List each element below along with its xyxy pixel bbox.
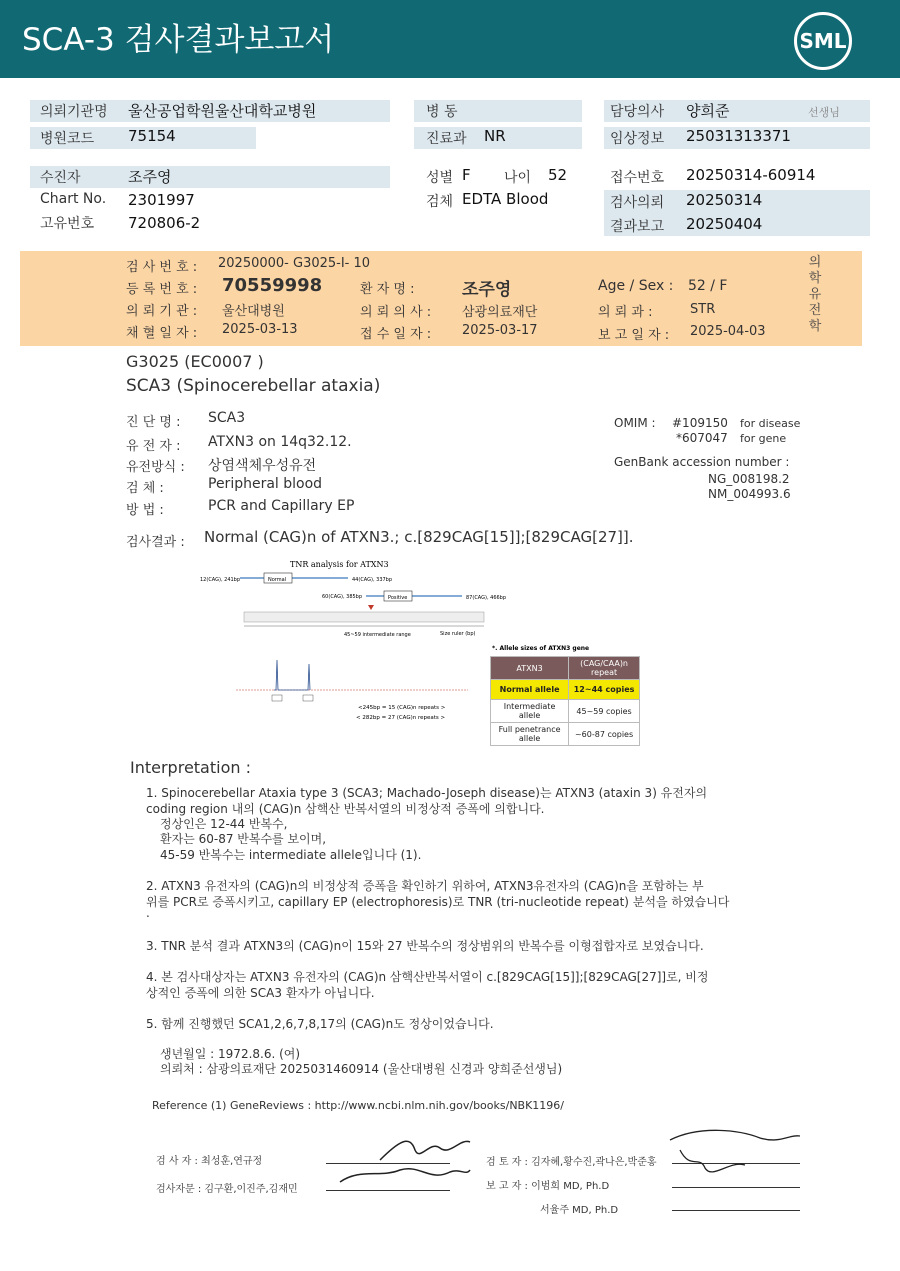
table-cell: Full penetrance allele — [491, 723, 569, 746]
receipt-no: 20250314-60914 — [686, 166, 816, 184]
unique-no-label: 고유번호 — [40, 216, 95, 232]
method: PCR and Capillary EP — [208, 498, 355, 514]
interpretation-title: Interpretation : — [130, 758, 251, 777]
interp-p4b: 상적인 증폭에 의한 SCA3 환자가 아닙니다. — [146, 986, 375, 1000]
org-label: 의 뢰 기 관 : — [126, 304, 198, 319]
receipt-no-label: 접수번호 — [610, 170, 665, 186]
normal-box-label: Normal — [268, 577, 287, 583]
report-title: SCA-3 검사결과보고서 — [22, 22, 335, 58]
reporter2: 서율주 MD, Ph.D — [540, 1205, 619, 1216]
table-cell: ~60-87 copies — [569, 723, 640, 746]
spec: Peripheral blood — [208, 476, 323, 492]
recipient-label: 수진자 — [40, 170, 81, 186]
interp-p1e: 45-59 반복수는 intermediate allele입니다 (1). — [160, 848, 422, 862]
hospital-code-label: 병원코드 — [40, 131, 95, 147]
interp-p2c: . — [146, 906, 150, 920]
report-header — [0, 0, 900, 78]
info-bar — [30, 166, 390, 188]
test-name: SCA3 (Spinocerebellar ataxia) — [126, 376, 381, 396]
omim-gene-for: for gene — [740, 432, 787, 445]
interp-p1d: 환자는 60-87 반복수를 보이며, — [160, 832, 327, 846]
collect-date: 2025-03-13 — [222, 322, 298, 337]
spec-label: 검 체 : — [126, 481, 164, 496]
normal-right-label: 44(CAG), 337bp — [352, 577, 393, 583]
diag: SCA3 — [208, 410, 246, 426]
omim-gene: *607047 — [676, 431, 728, 445]
dept: NR — [484, 127, 506, 145]
patient-label: 환 자 명 : — [360, 282, 415, 297]
receive-date: 2025-03-17 — [462, 323, 538, 338]
interp-p2b: 위를 PCR로 증폭시키고, capillary EP (electrophoresis)로 TNR (tri-nucleotide repeat) 분석을 하였습니다 — [146, 895, 730, 909]
ward-label: 병 동 — [426, 104, 458, 120]
gene: ATXN3 on 14q32.12. — [208, 434, 352, 450]
collect-label: 채 혈 일 자 : — [126, 326, 198, 341]
age: 52 — [548, 166, 568, 184]
clinical-info-label: 임상정보 — [610, 131, 665, 147]
agesex: 52 / F — [688, 278, 728, 294]
result: Normal (CAG)n of ATXN3.; c.[829CAG[15]];[829CAG[27]]. — [204, 528, 634, 546]
reviewer: 검 토 자 : 김자혜,황수진,곽나은,박준홍 — [486, 1157, 657, 1168]
signature-line — [672, 1210, 800, 1211]
receive-label: 접 수 일 자 : — [360, 327, 432, 342]
table-cell: 12~44 copies — [569, 680, 640, 700]
interp-p3: 3. TNR 분석 결과 ATXN3의 (CAG)n이 15와 27 반복수의 정상범위의 반복수를 이형접합자로 보였습니다. — [146, 939, 704, 953]
chart-no: 2301997 — [128, 191, 195, 209]
allele-sizes-table — [490, 656, 640, 746]
reg-no: 70559998 — [222, 275, 323, 296]
reporter: 보 고 자 : 이범희 MD, Ph.D — [486, 1181, 610, 1192]
diag-label: 진 단 명 : — [126, 415, 181, 430]
reference: Reference (1) GeneReviews : http://www.ncbi.nlm.nih.gov/books/NBK1196/ — [152, 1099, 565, 1112]
normal-left-label: 12(CAG), 241bp — [200, 577, 241, 583]
omim-disease-for: for disease — [740, 417, 801, 430]
positive-right-label: 87(CAG), 466bp — [466, 595, 507, 601]
specimen: EDTA Blood — [462, 190, 549, 208]
gene-label: 유 전 자 : — [126, 439, 181, 454]
sex-label: 성별 — [426, 170, 454, 186]
agesex-label: Age / Sex : — [598, 278, 674, 294]
patient: 조주영 — [462, 280, 512, 300]
request-date: 20250314 — [686, 191, 763, 209]
table-cell: Normal allele — [491, 680, 569, 700]
requester: 삼광의료재단 — [462, 305, 538, 320]
doctor-label: 담당의사 — [610, 104, 665, 120]
dept-label: 진료과 — [426, 131, 467, 147]
org: 울산대병원 — [222, 304, 285, 319]
omim-disease: #109150 — [672, 416, 728, 430]
dept-scan-label: 의 뢰 과 : — [598, 305, 653, 320]
interp-p2a: 2. ATXN3 유전자의 (CAG)n의 비정상적 증폭을 확인하기 위하여, ATXN3유전자의 (CAG)n을 포함하는 부 — [146, 879, 704, 893]
test-no: 20250000- G3025-I- 10 — [218, 256, 371, 271]
department-vertical-label: 의 학 유 전 학 — [808, 255, 822, 334]
genbank-ng: NG_008198.2 — [708, 472, 790, 486]
report-date: 20250404 — [686, 215, 763, 233]
interp-p1c: 정상인은 12-44 반복수, — [160, 817, 288, 831]
dept-scan: STR — [690, 302, 716, 317]
reg-no-label: 등 록 번 호 : — [126, 282, 198, 297]
age-label: 나이 — [504, 170, 532, 186]
positive-box-label: Positive — [388, 595, 408, 601]
interp-p1b: coding region 내의 (CAG)n 삼핵산 반복서열의 비정상적 증폭에 의합니다. — [146, 802, 545, 816]
dob: 생년월일 : 1972.8.6. (여) — [160, 1047, 301, 1061]
request-date-label: 검사의뢰 — [610, 195, 665, 211]
report-scan-label: 보 고 일 자 : — [598, 328, 670, 343]
size-ruler-label: Size ruler (bp) — [440, 631, 476, 637]
interp-p5: 5. 함께 진행했던 SCA1,2,6,7,8,17의 (CAG)n도 정상이었습니다. — [146, 1017, 494, 1031]
interp-p4a: 4. 본 검사대상자는 ATXN3 유전자의 (CAG)n 삼핵산반복서열이 c.[829CAG[15]];[829CAG[27]]로, 비정 — [146, 970, 709, 984]
genbank-nm: NM_004993.6 — [708, 487, 791, 501]
sml-logo: SML — [794, 12, 852, 70]
table-cell: Intermediate allele — [491, 700, 569, 723]
table-header: (CAG/CAA)n repeat — [569, 657, 640, 680]
peak1-label: <245bp = 15 (CAG)n repeats > — [358, 705, 446, 711]
advisor: 검사자문 : 김구환,이진주,김재민 — [156, 1184, 298, 1195]
inherit: 상염색체우성유전 — [208, 458, 317, 474]
requester-label: 의 뢰 의 사 : — [360, 305, 432, 320]
report-scan-date: 2025-04-03 — [690, 324, 766, 339]
intermediate-range-label: 45~59 intermediate range — [344, 632, 411, 638]
recipient: 조주영 — [128, 168, 172, 186]
hospital-code: 75154 — [128, 127, 176, 145]
handwritten-signatures — [320, 1120, 800, 1200]
result-label: 검사결과 : — [126, 535, 185, 550]
table-header: ATXN3 — [491, 657, 569, 680]
omim-label: OMIM : — [614, 416, 656, 430]
specimen-label: 검체 — [426, 194, 454, 210]
allele-table-title: *. Allele sizes of ATXN3 gene — [492, 645, 590, 652]
positive-left-label: 60(CAG), 385bp — [322, 594, 363, 600]
tester: 검 사 자 : 최성훈,연규정 — [156, 1156, 263, 1167]
doctor-suffix: 선생님 — [808, 106, 840, 119]
test-code: G3025 (EC0007 ) — [126, 352, 264, 371]
clinical-info: 25031313371 — [686, 127, 791, 145]
report-date-label: 결과보고 — [610, 219, 665, 235]
table-cell: 45~59 copies — [569, 700, 640, 723]
interp-p1a: 1. Spinocerebellar Ataxia type 3 (SCA3; Machado-Joseph disease)는 ATXN3 (ataxin 3) 유전자의 — [146, 786, 708, 800]
chart-no-label: Chart No. — [40, 191, 107, 207]
peak2-label: < 282bp = 27 (CAG)n repeats > — [356, 715, 446, 721]
doctor: 양희준 — [686, 102, 730, 120]
referrer: 의뢰처 : 삼광의료재단 2025031460914 (울산대병원 신경과 양희준선생님) — [160, 1062, 563, 1076]
method-label: 방 법 : — [126, 503, 164, 518]
inherit-label: 유전방식 : — [126, 460, 185, 475]
requesting-org: 울산공업학원울산대학교병원 — [128, 102, 317, 120]
figure-title: TNR analysis for ATXN3 — [290, 560, 389, 569]
unique-no: 720806-2 — [128, 214, 201, 232]
test-no-label: 검 사 번 호 : — [126, 260, 198, 275]
requesting-org-label: 의뢰기관명 — [40, 104, 108, 120]
genbank-label: GenBank accession number : — [614, 455, 790, 469]
sex: F — [462, 166, 471, 184]
